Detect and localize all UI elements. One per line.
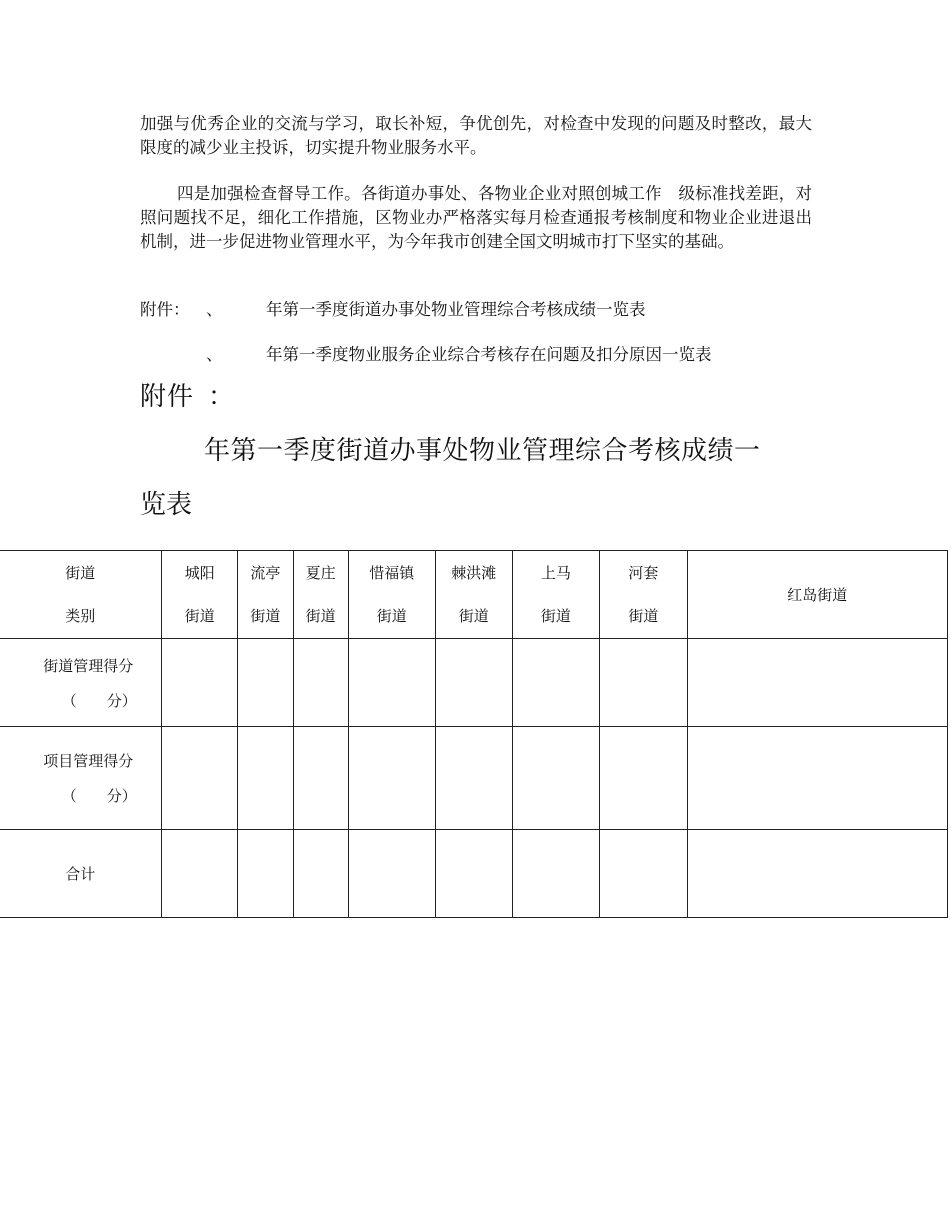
column-header — [293, 551, 348, 639]
table-title-line-1: 年第一季度街道办事处物业管理综合考核成绩一 — [204, 436, 761, 466]
column-header-last: 红岛街道 — [687, 551, 947, 639]
table-cell — [436, 727, 513, 830]
column-header-bottom: 街道 — [628, 607, 659, 625]
corner-header-top: 街道 — [65, 564, 96, 582]
row-header-line2: （ 分） — [61, 787, 137, 805]
table-cell — [512, 639, 600, 727]
table-cell — [600, 830, 688, 918]
table-cell — [512, 830, 600, 918]
attachment-heading-colon: ： — [208, 382, 236, 412]
table-cell — [238, 639, 294, 727]
table-row — [0, 727, 948, 830]
column-header-bottom: 街道 — [184, 607, 215, 625]
column-header-top: 棘洪滩 — [451, 564, 497, 582]
column-header-top: 夏庄 — [305, 564, 336, 582]
score-table — [0, 550, 948, 918]
column-header-bottom: 街道 — [540, 607, 571, 625]
column-header-top: 城阳 — [184, 564, 215, 582]
row-header-line1: 街道管理得分 — [43, 656, 134, 675]
table-cell — [162, 639, 238, 727]
table-cell — [238, 727, 294, 830]
table-title-line-2: 览表 — [140, 490, 193, 520]
table-cell — [600, 727, 688, 830]
table-row — [0, 639, 948, 727]
table-header-row — [0, 551, 948, 639]
column-header-bottom: 街道 — [376, 607, 407, 625]
column-header-top: 流亭 — [250, 564, 281, 582]
corner-header — [0, 551, 162, 639]
table-cell — [687, 727, 947, 830]
column-header-bottom: 街道 — [458, 607, 489, 625]
table-cell — [348, 830, 436, 918]
attachment-separator: 、 — [206, 345, 223, 364]
table-cell — [293, 639, 348, 727]
table-cell — [512, 727, 600, 830]
table-cell — [293, 830, 348, 918]
table-cell — [238, 830, 294, 918]
table-cell — [436, 639, 513, 727]
table-cell — [162, 727, 238, 830]
table-cell — [293, 727, 348, 830]
attachment-heading-text: 附件 — [140, 382, 195, 412]
column-header — [348, 551, 436, 639]
row-header — [0, 639, 162, 727]
paragraph-2: 四是加强检查督导工作。各街道办事处、各物业企业对照创城工作 级标准找差距，对照问题找不足，细化工作措施，区物业办严格落实每月检查通报考核制度和物业企业进退出机制，进一步促进物业管理水平，为今年我市创建全国文明城市打下坚实的基础。 — [140, 184, 812, 251]
table-cell — [348, 639, 436, 727]
column-header-top: 河套 — [628, 564, 659, 582]
table-cell — [436, 830, 513, 918]
column-header — [238, 551, 294, 639]
table-cell — [600, 639, 688, 727]
column-header-top: 惜福镇 — [369, 564, 415, 582]
table-cell — [687, 639, 947, 727]
column-header — [436, 551, 513, 639]
paragraph-1: 加强与优秀企业的交流与学习，取长补短，争优创先，对检查中发现的问题及时整改，最大限度的减少业主投诉，切实提升物业服务水平。 — [140, 114, 812, 157]
row-header — [0, 727, 162, 830]
attachment-separator: 、 — [206, 300, 223, 319]
attachment-item-1: 年第一季度街道办事处物业管理综合考核成绩一览表 — [266, 300, 646, 319]
column-header — [600, 551, 688, 639]
row-header-line2: （ 分） — [61, 691, 137, 710]
table-cell — [162, 830, 238, 918]
table-cell — [687, 830, 947, 918]
attachments-label: 附件： — [140, 300, 190, 319]
column-header — [162, 551, 238, 639]
row-header-total: 合计 — [0, 830, 162, 918]
corner-header-bottom: 类别 — [65, 607, 96, 625]
attachment-heading — [140, 379, 235, 415]
column-header-bottom: 街道 — [305, 607, 336, 625]
attachment-item-2: 年第一季度物业服务企业综合考核存在问题及扣分原因一览表 — [266, 345, 712, 364]
column-header — [512, 551, 600, 639]
row-header-line1: 项目管理得分 — [43, 752, 134, 770]
column-header-top: 上马 — [540, 564, 571, 582]
column-header-bottom: 街道 — [250, 607, 281, 625]
table-cell — [348, 727, 436, 830]
table-row — [0, 830, 948, 918]
